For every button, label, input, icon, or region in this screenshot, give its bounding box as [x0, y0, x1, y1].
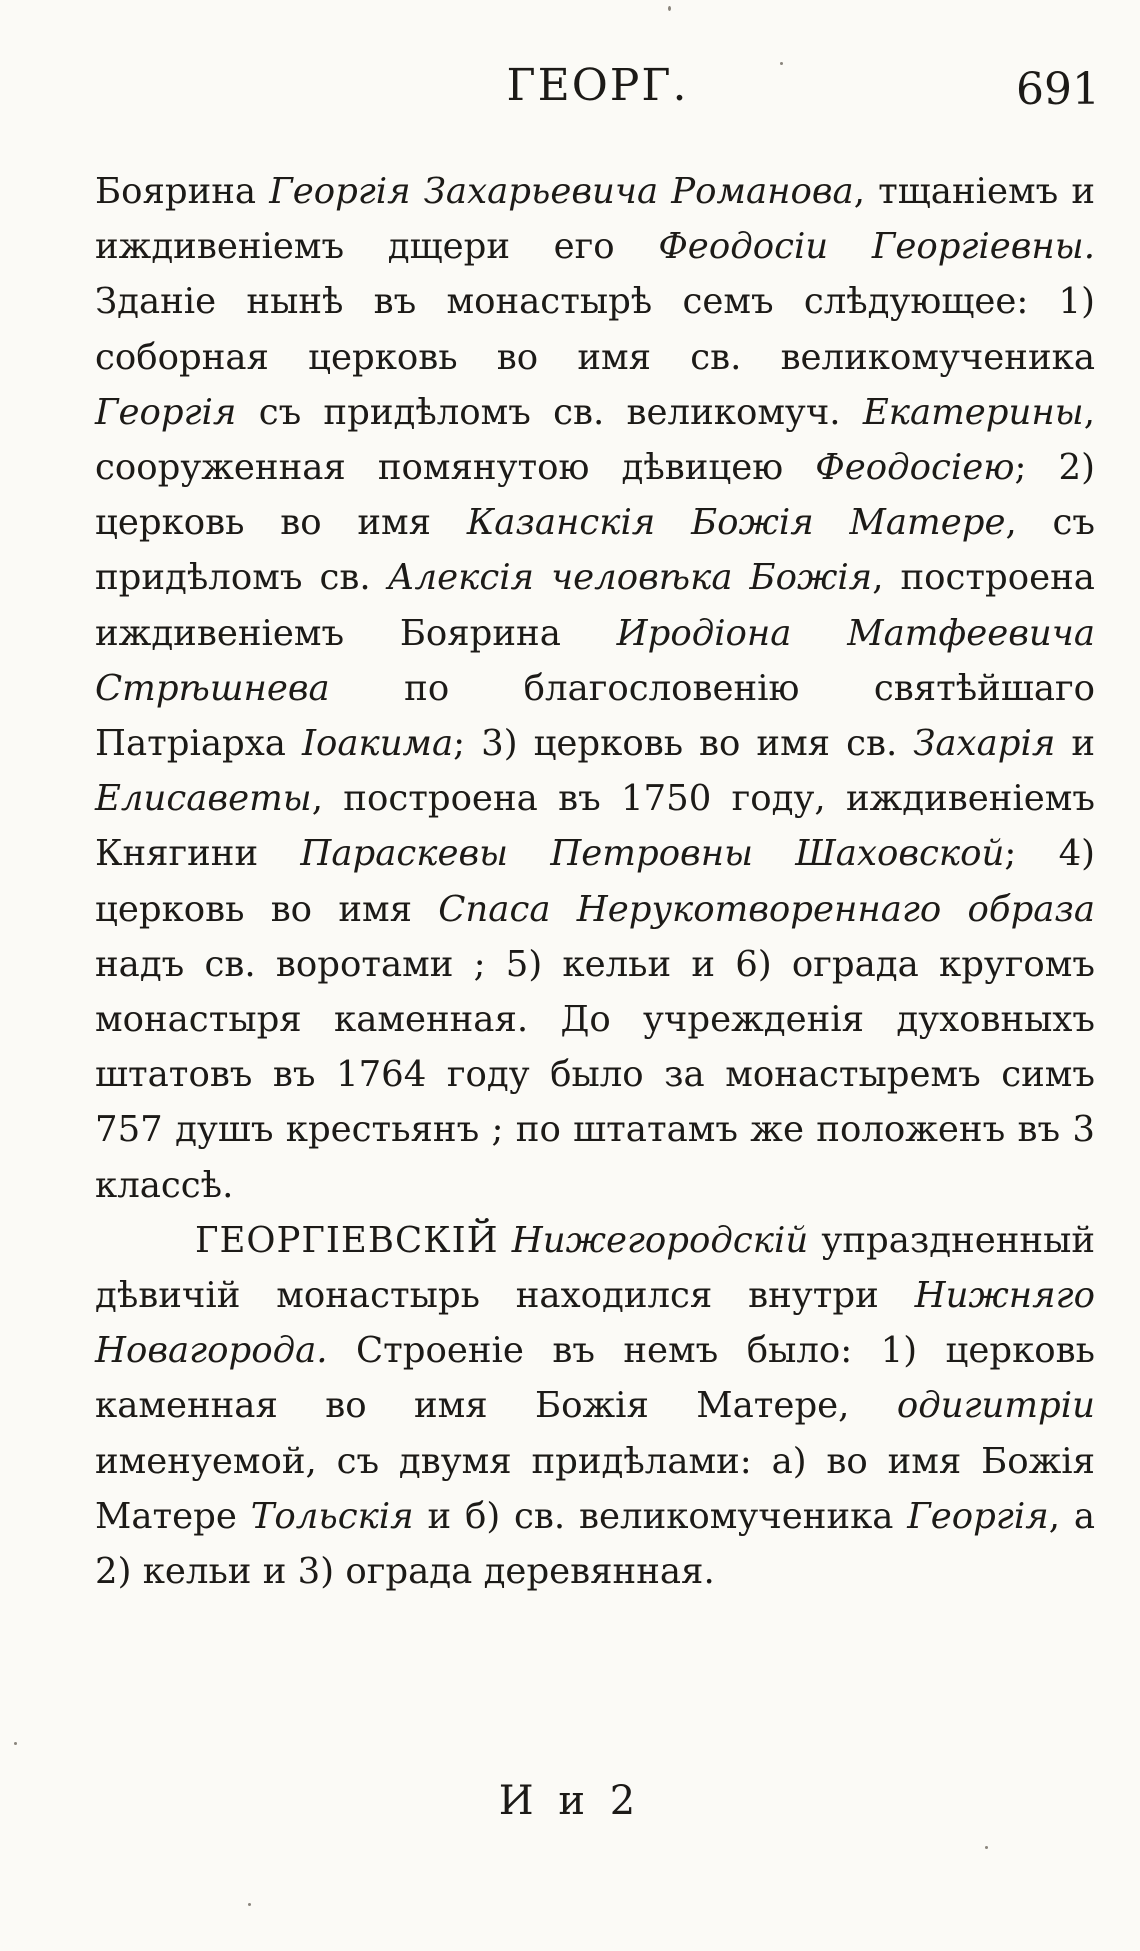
text-run-italic: Георгія Захарьевича Романова: [269, 171, 854, 212]
paragraph-nizhny-novgorod-monastery: [95, 1213, 1095, 1599]
text-run-italic: Спаса Нерукотвореннаго образа: [438, 888, 1095, 930]
page-header: [95, 60, 1100, 130]
text-run-italic: Елисаветы: [95, 778, 312, 820]
text-run: Строеніе въ немъ было: 1) церковь каменная во имя Божія Матере,: [95, 1330, 1095, 1427]
page-number: 691: [1016, 64, 1100, 115]
paper-speck: [780, 62, 783, 65]
paper-speck: [248, 1903, 251, 1906]
text-run: ; 2) церковь во имя: [95, 447, 1095, 544]
text-run: , тщаніемъ и иждивеніемъ дщери его: [95, 171, 1095, 268]
text-run-italic: Иродіона Матфеевича Стрѣшнева: [95, 612, 1095, 709]
text-run-italic: Нижняго Новагорода.: [95, 1275, 1095, 1372]
text-run: надъ св. воротами ; 5) кельи и 6) ограда кругомъ монастыря каменная. До учрежденія духовныхъ штатовъ въ 1764 году было за монастыремъ симъ 757 душъ крестьянъ ; по штатамъ же положенъ въ 3 классѣ.: [95, 943, 1095, 1206]
text-run: ; 4) церковь во имя: [95, 833, 1096, 930]
text-run-italic: Казанскія Божія Матере: [466, 502, 1006, 544]
text-run-italic: Феодосіи Георгіевны.: [658, 226, 1096, 268]
text-run-italic: Георгія: [95, 391, 237, 433]
text-run: ; 3) церковь во имя св.: [453, 723, 914, 765]
paper-speck: [985, 1846, 988, 1849]
text-run: упраздненный дѣвичій монастырь находился внутри: [95, 1219, 1095, 1317]
text-run: Боярина: [95, 171, 270, 212]
text-run: , съ придѣломъ св.: [95, 502, 1095, 599]
text-run: , построена въ 1750 году, иждивеніемъ Княгини: [95, 778, 1095, 875]
text-run: по благословенію святѣйшаго Патріарха: [95, 667, 1095, 765]
text-run: съ придѣломъ св. великомуч.: [236, 391, 863, 433]
paragraph-georgievsky-monastery-buildings: [95, 164, 1095, 1213]
text-run-italic: Захарія: [913, 723, 1056, 765]
text-run-italic: Параскевы Петровны Шаховской: [300, 833, 1005, 875]
text-run: [499, 1220, 512, 1261]
text-run: , сооруженная помянутою дѣвицею: [95, 391, 1095, 489]
paper-speck: [668, 6, 671, 11]
text-run-italic: одигитріи: [896, 1385, 1095, 1427]
text-run: именуемой, съ двумя придѣлами: а) во имя Божія Матере: [95, 1440, 1095, 1537]
signature-mark: И и 2: [498, 1778, 642, 1824]
text-run-italic: Іоакима: [301, 723, 454, 765]
paper-speck: [14, 1742, 17, 1745]
entry-heading: ГЕОРГІЕВСКІЙ: [195, 1219, 499, 1261]
text-run: и б) св. великомученика: [413, 1495, 908, 1537]
running-head: ГЕОРГ.: [506, 60, 689, 111]
text-run-italic: Тольскія: [250, 1495, 414, 1537]
text-run-italic: Георгія: [907, 1495, 1049, 1537]
text-run-italic: Алексія человѣка Божія: [387, 557, 873, 599]
text-run: , построена иждивеніемъ Боярина: [95, 557, 1095, 654]
text-run: , а 2) кельи и 3) ограда деревянная.: [95, 1495, 1095, 1593]
text-run: Зданіе нынѣ въ монастырѣ семъ слѣдующее: 1) соборная церковь во имя св. великомученика: [95, 281, 1095, 378]
text-run-italic: Феодосіею: [815, 447, 1015, 489]
text-run: и: [1055, 723, 1095, 765]
text-run-italic: Нижегородскій: [511, 1219, 809, 1261]
body-text: [95, 164, 1095, 1599]
text-run-italic: Екатерины: [862, 391, 1084, 433]
